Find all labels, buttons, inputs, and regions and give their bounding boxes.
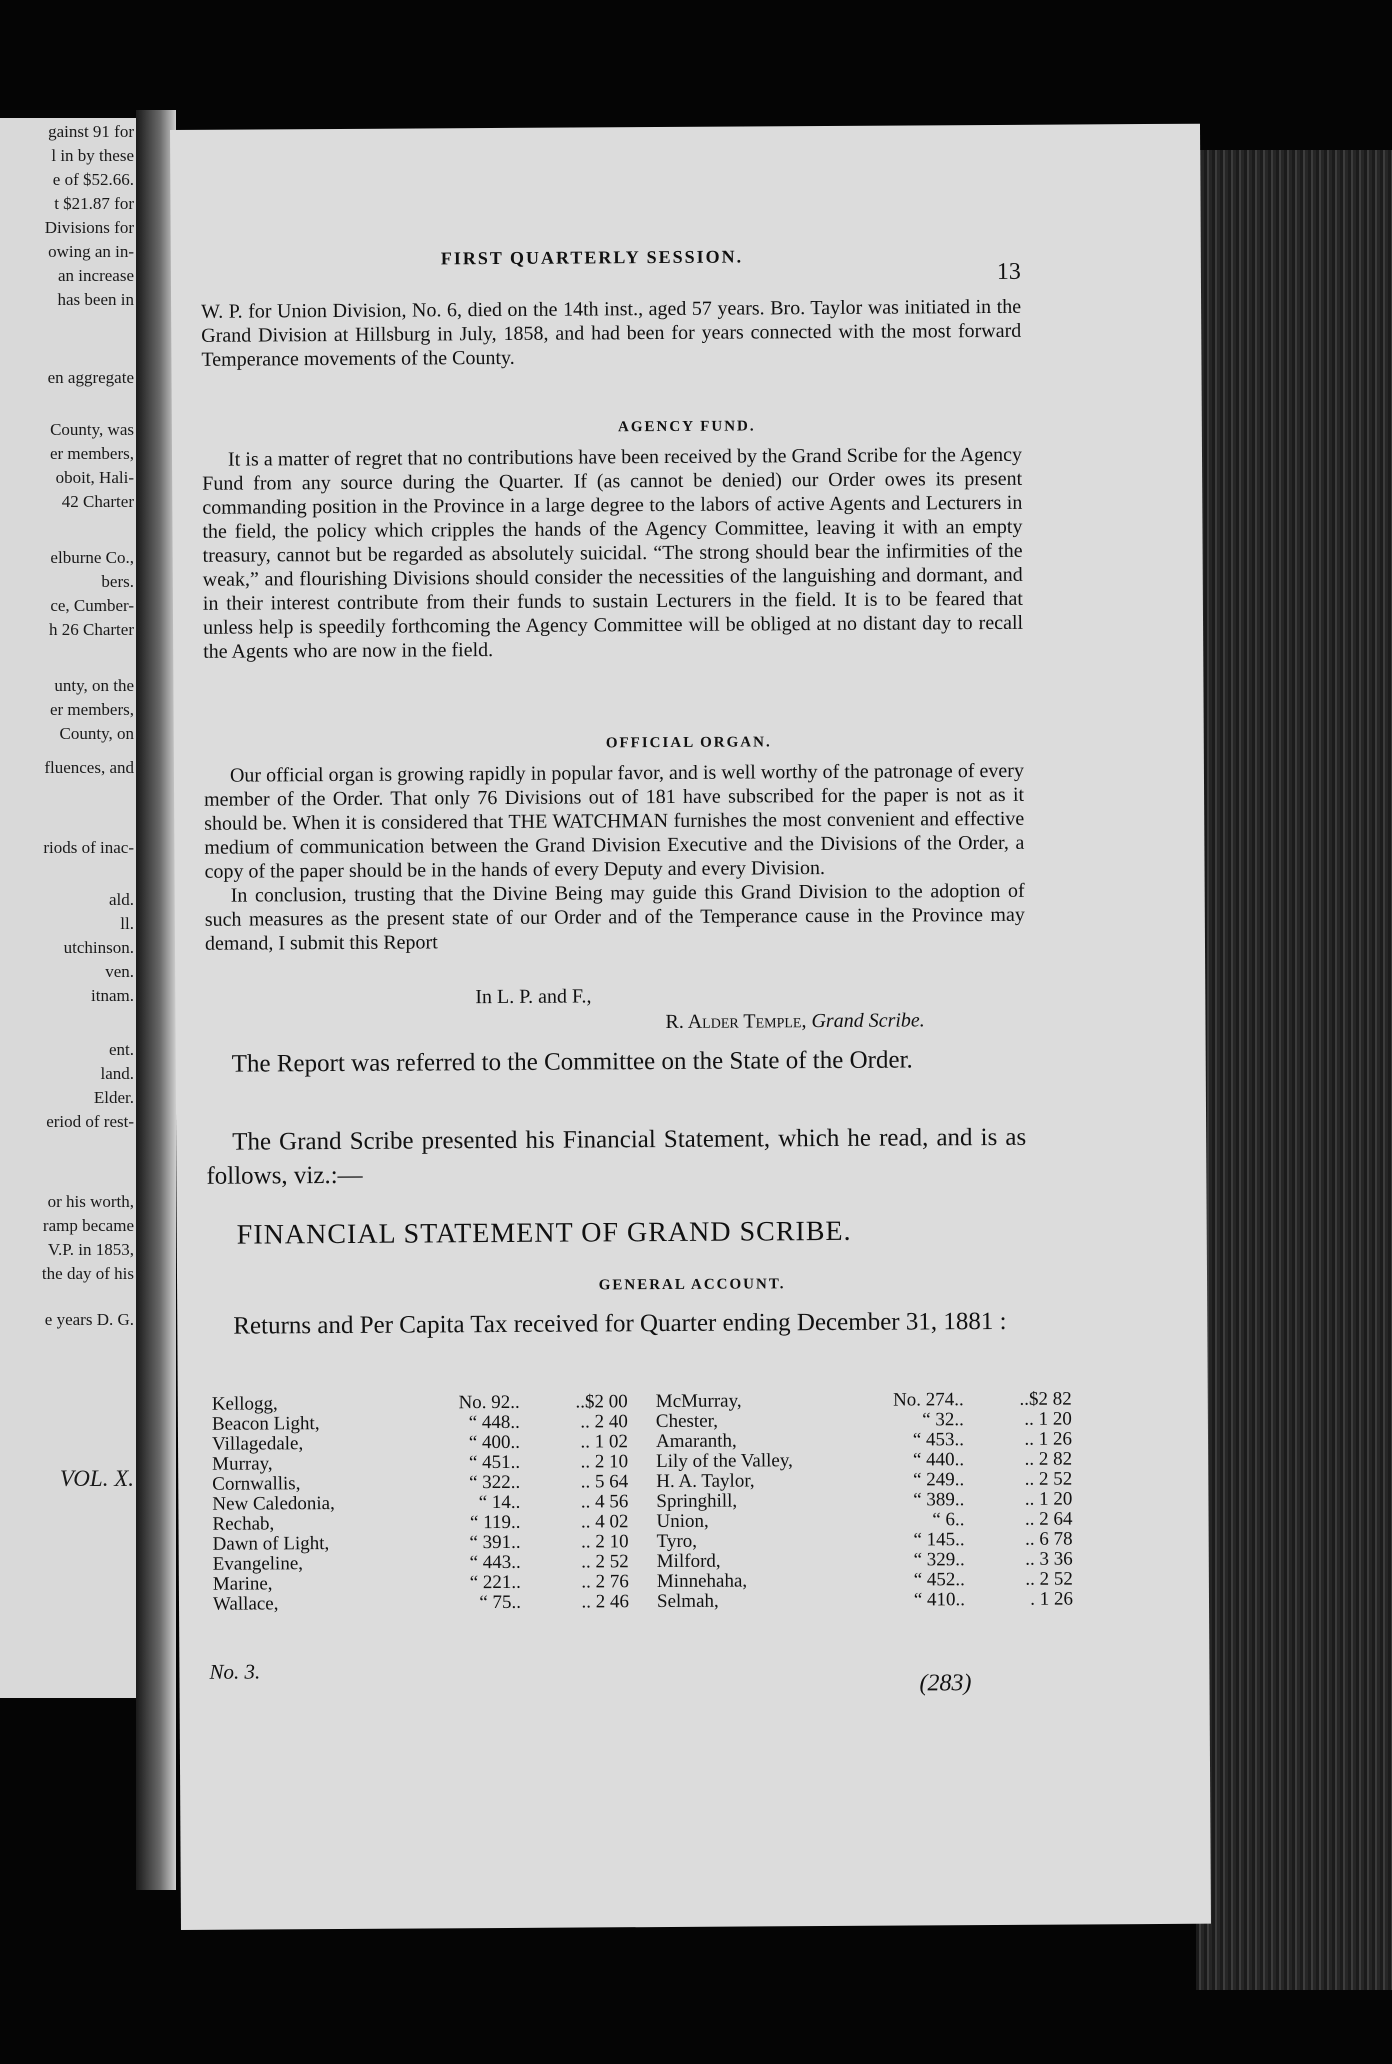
agency-fund-heading: AGENCY FUND. [617,418,756,436]
left-page-line: ven. [105,962,134,981]
tax-amount: .. 2 64 [1024,1508,1073,1530]
left-page-line: elburne Co., [50,548,134,567]
division-name: New Caledonia, [212,1493,335,1515]
signature-name: R. Alder Temple, [665,1010,807,1033]
division-name: Tyro, [656,1530,698,1553]
left-page-line: utchinson. [63,938,134,957]
division-number: “ 6.. [932,1509,965,1531]
left-page-line: County, on [59,724,134,743]
left-page-line: owing an in- [48,242,134,261]
volume-label: VOL. X. [59,1466,134,1491]
left-page-line: eriod of rest- [46,1112,134,1131]
division-number: “ 451.. [468,1451,521,1474]
division-name: McMurray, [655,1390,742,1413]
official-organ-heading: OFFICIAL ORGAN. [605,734,772,752]
tax-amount: ..$2 00 [575,1391,628,1413]
left-page-line: gainst 91 for [48,122,134,141]
intro-text: W. P. for Union Division, No. 6, died on the 14th inst., aged 57 years. Bro. Taylor was initiated in the Grand Division at Hillsburg in July, 1858, and had been for years connected with the most forward Temperance movements of the County. [201,295,1022,371]
financial-statement-title: FINANCIAL STATEMENT OF GRAND SCRIBE. [236,1215,852,1251]
tax-amount: .. 5 64 [580,1471,629,1493]
left-page-line: h 26 Charter [49,620,134,639]
tax-amount: .. 2 52 [1025,1568,1073,1590]
page-ref: (283) [919,1670,972,1697]
tax-amount: .. 4 02 [580,1511,629,1533]
left-page-line: oboit, Hali- [55,468,134,487]
division-number: No. 92.. [458,1391,520,1414]
left-page-line: ramp became [42,1216,134,1235]
division-name: Murray, [212,1453,273,1475]
left-page-line: t $21.87 for [54,194,134,213]
tax-amount: ..$2 82 [1019,1388,1072,1410]
division-name: Beacon Light, [211,1413,320,1435]
tax-amount: .. 2 82 [1024,1448,1073,1470]
agency-fund-text: It is a matter of regret that no contributions have been received by the Grand Scribe for the Agency Fund from any source during the Quarter. If (as cannot be denied) our Order owes its present commanding position in the Province in a large degree to the labors of active Agents and Lecturers in the field, the policy which cripples the hands of the Agency Committee, leaving it with an empty treasury, cannot but be regarded as absolutely suicidal. “The strong should bear the infirmities of the weak,” and flourishing Divisions should consider the necessities of the languishing and dormant, and in their interest contribute from their funds to sustain Lecturers in the field. It is to be feared that unless help is speedily forthcoming the Agency Committee will be obliged at no distant day to recall the Agents who are now in the field. [202,443,1024,663]
division-name: Dawn of Light, [212,1533,330,1555]
division-name: Wallace, [212,1593,279,1615]
official-organ-text: Our official organ is growing rapidly in popular favor, and is well worthy of the patronage of every member of the Order. That only 76 Divisions out of 181 have subscribed for the paper is not as it should be. When it is considered that THE WATCHMAN furnishes the most convenient and effective medium of communication between the Grand Division Executive and the Divisions of the Order, a copy of the paper should be in the hands of every Deputy and every Division. [204,759,1025,883]
left-page-line: er members, [49,700,134,719]
tax-amount: .. 3 36 [1025,1548,1073,1570]
left-page-line: en aggregate [47,368,134,387]
left-page-line: the day of his [41,1264,134,1283]
official-organ-paragraph [204,759,1025,956]
division-number: “ 452.. [913,1569,965,1591]
running-head: FIRST QUARTERLY SESSION. [440,246,744,269]
tax-amount: .. 2 46 [581,1591,630,1613]
left-page-line: an increase [58,266,134,285]
division-number: “ 14.. [478,1491,521,1514]
division-number: “ 391.. [469,1531,521,1554]
left-page-line: Elder. [93,1088,134,1107]
division-number: “ 75.. [479,1591,522,1614]
left-page-line: has been in [57,290,134,309]
referral-paragraph [206,1043,1026,1082]
conclusion-text: In conclusion, trusting that the Divine Being may guide this Grand Division to the adoption of such measures as the present state of our Order and of the Temperance cause in the Province may demand, I submit this Report [204,879,1025,955]
left-page-line: itnam. [91,986,134,1005]
left-page-line: 42 Charter [61,492,134,511]
presented-paragraph [206,1121,1026,1194]
division-name: Villagedale, [211,1433,304,1455]
division-name: Springhill, [656,1490,738,1513]
division-number: “ 448.. [468,1411,520,1434]
division-number: “ 453.. [912,1429,965,1451]
division-name: Rechab, [212,1513,275,1535]
returns-intro-paragraph [207,1305,1027,1344]
division-name: Evangeline, [212,1553,304,1575]
tax-amount: .. 2 10 [581,1531,629,1553]
left-page-line: riods of inac- [43,838,134,857]
division-name: Marine, [212,1573,273,1595]
signature-mark: No. 3. [209,1659,261,1684]
signature-closing: In L. P. and F., [475,985,592,1009]
division-number: “ 329.. [913,1549,965,1571]
left-page-line: ce, Cumber- [50,596,134,615]
general-account-heading: GENERAL ACCOUNT. [598,1276,786,1294]
division-number: “ 443.. [469,1551,521,1574]
left-page-line: e of $52.66. [52,170,134,189]
tax-amount: .. 2 52 [581,1551,629,1573]
division-number: “ 322.. [469,1471,521,1494]
signature-title: Grand Scribe. [811,1009,925,1033]
division-name: Lily of the Valley, [656,1450,793,1473]
signature-line [665,1009,924,1034]
table-row [209,1589,1077,1614]
division-number: “ 221.. [469,1571,521,1594]
division-number: No. 274.. [892,1389,964,1411]
division-number: “ 119.. [469,1511,521,1534]
tax-amount: .. 4 56 [580,1491,629,1513]
tax-amount: .. 1 20 [1024,1408,1072,1430]
tax-amount: .. 6 78 [1025,1528,1073,1550]
division-name: Milford, [656,1550,721,1573]
tax-amount: .. 1 20 [1024,1488,1073,1510]
division-name: Selmah, [656,1590,719,1613]
left-page-line: County, was [50,420,134,439]
page [170,124,1211,1930]
returns-intro-text: Returns and Per Capita Tax received for Quarter ending December 31, 1881 : [233,1307,1007,1340]
tax-amount: . 1 26 [1030,1588,1074,1610]
page-number: 13 [996,258,1021,285]
left-page-fragment [0,118,140,1698]
left-page-line: land. [100,1064,134,1083]
left-page-line: or his worth, [47,1192,134,1211]
left-page-line: er members, [49,444,134,463]
division-number: “ 400.. [468,1431,521,1454]
division-name: Union, [656,1510,709,1533]
page-edges [1196,150,1392,1990]
left-page-line: ald. [108,890,134,909]
book-gutter [136,110,176,1890]
left-page-line: Divisions for [44,218,134,237]
division-name: H. A. Taylor, [656,1470,755,1493]
tax-amount: .. 1 26 [1024,1428,1073,1450]
division-name: Chester, [655,1410,718,1433]
division-name: Minnehaha, [656,1570,748,1593]
agency-fund-paragraph [202,443,1023,664]
division-number: “ 440.. [912,1449,965,1471]
division-name: Amaranth, [655,1430,737,1453]
intro-paragraph [201,295,1021,372]
left-page-line: ent. [108,1040,134,1059]
division-number: “ 249.. [913,1469,965,1491]
left-page-line: unty, on the [54,676,134,695]
left-page-line: fluences, and [44,758,134,777]
left-page-line: e years D. G. [44,1310,134,1329]
tax-amount: .. 2 52 [1024,1468,1073,1490]
referral-text: The Report was referred to the Committee on the State of the Order. [231,1046,913,1078]
left-page-line: V.P. in 1853, [47,1240,134,1259]
division-number: “ 410.. [913,1589,966,1611]
tax-amount: .. 2 40 [580,1411,628,1433]
tax-amount: .. 2 76 [581,1571,629,1593]
left-page-line: l in by these [51,146,134,165]
presented-text: The Grand Scribe presented his Financial Statement, which he read, and is as follows, viz.:— [206,1123,1027,1190]
returns-table [208,1389,1077,1614]
division-number: “ 145.. [913,1529,965,1551]
tax-amount: .. 1 02 [580,1431,629,1453]
division-name: Cornwallis, [212,1473,301,1495]
left-page-line: ll. [120,914,134,933]
tax-amount: .. 2 10 [580,1451,629,1473]
division-name: Kellogg, [211,1393,278,1415]
division-number: “ 389.. [913,1489,965,1511]
left-page-line: bers. [101,572,134,591]
division-number: “ 32.. [922,1409,964,1431]
